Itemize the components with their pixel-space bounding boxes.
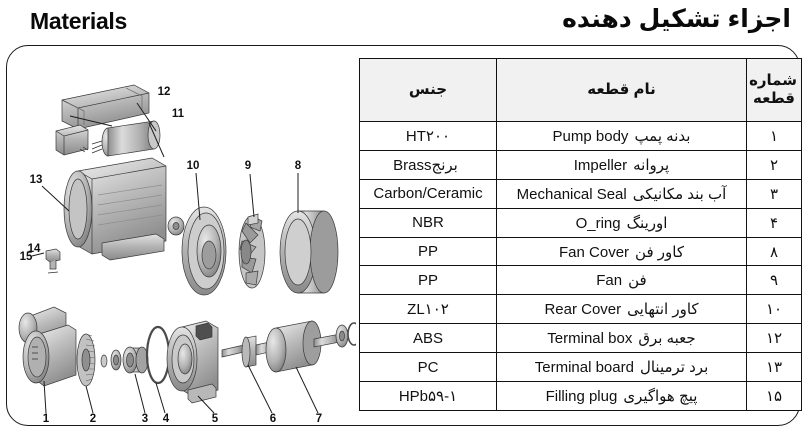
cell-part-number: ۱۰ xyxy=(747,295,802,324)
cell-material xyxy=(360,295,497,324)
header-part-name: نام قطعه xyxy=(497,59,747,122)
part-pump-body xyxy=(19,307,76,386)
header-part-number xyxy=(747,59,802,122)
part-name-persian: برد ترمینال xyxy=(639,359,709,377)
callout-10: 10 xyxy=(186,160,200,172)
table-row xyxy=(360,266,802,295)
part-stator xyxy=(92,121,160,156)
cell-part-name xyxy=(497,324,747,353)
cell-part-name xyxy=(497,179,747,208)
cell-part-number: ۴ xyxy=(747,208,802,237)
cell-material xyxy=(360,150,497,179)
table-row xyxy=(360,382,802,411)
cell-part-number: ۱ xyxy=(747,122,802,151)
parts-table-body xyxy=(360,122,802,411)
cell-part-name xyxy=(497,353,747,382)
callout-8: 8 xyxy=(294,160,302,172)
part-name-persian: آب بند مکانیکی xyxy=(632,185,727,203)
part-name-english: Filling plug xyxy=(545,387,618,405)
part-bearing-right xyxy=(336,323,356,347)
material-english: NBR xyxy=(412,214,444,232)
part-name-english: Terminal box xyxy=(547,330,633,348)
part-name-persian: پروانه xyxy=(633,156,670,174)
cell-part-number: ۲ xyxy=(747,150,802,179)
table-row xyxy=(360,208,802,237)
cell-part-number: ۹ xyxy=(747,266,802,295)
callout-14: 14 xyxy=(27,243,41,255)
callout-15: 15 xyxy=(19,251,33,263)
table-row xyxy=(360,324,802,353)
callout-12: 12 xyxy=(157,86,171,98)
cell-part-name xyxy=(497,295,747,324)
material-english: HPb۵۹-۱ xyxy=(398,387,458,405)
parts-table-container xyxy=(360,58,802,410)
cell-part-name xyxy=(497,122,747,151)
callout-1: 1 xyxy=(42,413,50,425)
header-part-number-line1: شماره xyxy=(749,71,797,89)
part-washer-small xyxy=(101,355,107,367)
parts-table xyxy=(359,58,802,411)
part-name-english: O_ring xyxy=(575,214,621,232)
part-name-english: Impeller xyxy=(573,156,628,174)
callout-3: 3 xyxy=(141,413,149,425)
cell-part-number: ۱۲ xyxy=(747,324,802,353)
page-title-persian: اجزاء تشکیل دهنده xyxy=(562,5,791,33)
cell-part-name xyxy=(497,382,747,411)
part-bearing-small xyxy=(168,217,184,235)
cell-part-number: ۳ xyxy=(747,179,802,208)
part-terminal-box xyxy=(62,85,149,129)
part-name-persian: کاور انتهایی xyxy=(627,301,699,319)
part-name-english: Rear Cover xyxy=(544,301,622,319)
part-name-english: Terminal board xyxy=(534,359,634,377)
cell-part-name xyxy=(497,266,747,295)
part-name-persian: جعبه برق xyxy=(638,330,696,348)
material-english: ZL۱۰۲ xyxy=(407,301,449,319)
callout-4: 4 xyxy=(162,413,170,425)
part-o-ring xyxy=(147,327,169,383)
cell-part-number: ۱۵ xyxy=(747,382,802,411)
part-name-persian: بدنه پمپ xyxy=(634,127,691,145)
part-mechanical-seal xyxy=(123,347,148,373)
cell-part-number: ۸ xyxy=(747,237,802,266)
cell-material xyxy=(360,382,497,411)
table-row xyxy=(360,237,802,266)
cell-material xyxy=(360,179,497,208)
material-english: Carbon/Ceramic xyxy=(373,185,483,203)
callout-13: 13 xyxy=(29,174,43,186)
callout-6: 6 xyxy=(269,413,277,425)
exploded-pump-diagram xyxy=(6,45,356,426)
part-name-persian: کاور فن xyxy=(635,243,684,261)
part-name-english: Fan xyxy=(596,272,623,290)
material-english: PC xyxy=(417,358,439,376)
page-title-english: Materials xyxy=(30,8,128,34)
callout-9: 9 xyxy=(244,160,252,172)
cell-part-name xyxy=(497,237,747,266)
part-rotor xyxy=(266,321,340,372)
part-name-english: Pump body xyxy=(552,127,629,145)
callout-5: 5 xyxy=(211,413,219,425)
callout-2: 2 xyxy=(89,413,97,425)
header-part-number-line2: قطعه xyxy=(753,90,795,107)
table-row xyxy=(360,353,802,382)
material-english: PP xyxy=(417,243,438,260)
part-front-bracket xyxy=(167,321,218,403)
cell-material xyxy=(360,208,497,237)
table-row xyxy=(360,179,802,208)
material-english: ABS xyxy=(412,329,443,347)
cell-material xyxy=(360,353,497,382)
part-terminal-board xyxy=(56,125,88,155)
material-english: HT۲۰۰ xyxy=(405,127,451,145)
cell-part-name xyxy=(497,150,747,179)
part-seal-ring xyxy=(111,350,121,370)
part-motor-body xyxy=(64,158,166,260)
part-fan-cover xyxy=(280,211,338,293)
material-english: Brass xyxy=(393,156,432,174)
table-row xyxy=(360,122,802,151)
callout-7: 7 xyxy=(315,413,323,425)
part-name-english: Mechanical Seal xyxy=(516,185,627,203)
cell-material xyxy=(360,122,497,151)
part-filling-plug xyxy=(46,249,60,273)
part-name-persian: اورینگ xyxy=(626,214,668,232)
callout-11: 11 xyxy=(171,108,185,120)
cell-part-number: ۱۳ xyxy=(747,353,802,382)
table-row xyxy=(360,295,802,324)
header-material: جنس xyxy=(360,59,497,122)
material-persian: برنج xyxy=(431,156,458,174)
part-name-persian: پیچ هواگیری xyxy=(623,387,698,405)
part-impeller xyxy=(77,334,95,386)
material-english: PP xyxy=(417,271,438,289)
table-row xyxy=(360,150,802,179)
part-name-persian: فن xyxy=(628,272,647,290)
cell-material xyxy=(360,237,497,266)
table-header-row xyxy=(360,59,802,122)
part-name-english: Fan Cover xyxy=(559,243,630,261)
parts-table-head xyxy=(360,59,802,122)
cell-part-name xyxy=(497,208,747,237)
part-fan xyxy=(239,214,265,288)
cell-material xyxy=(360,266,497,295)
cell-material xyxy=(360,324,497,353)
part-rear-cover xyxy=(182,207,226,295)
